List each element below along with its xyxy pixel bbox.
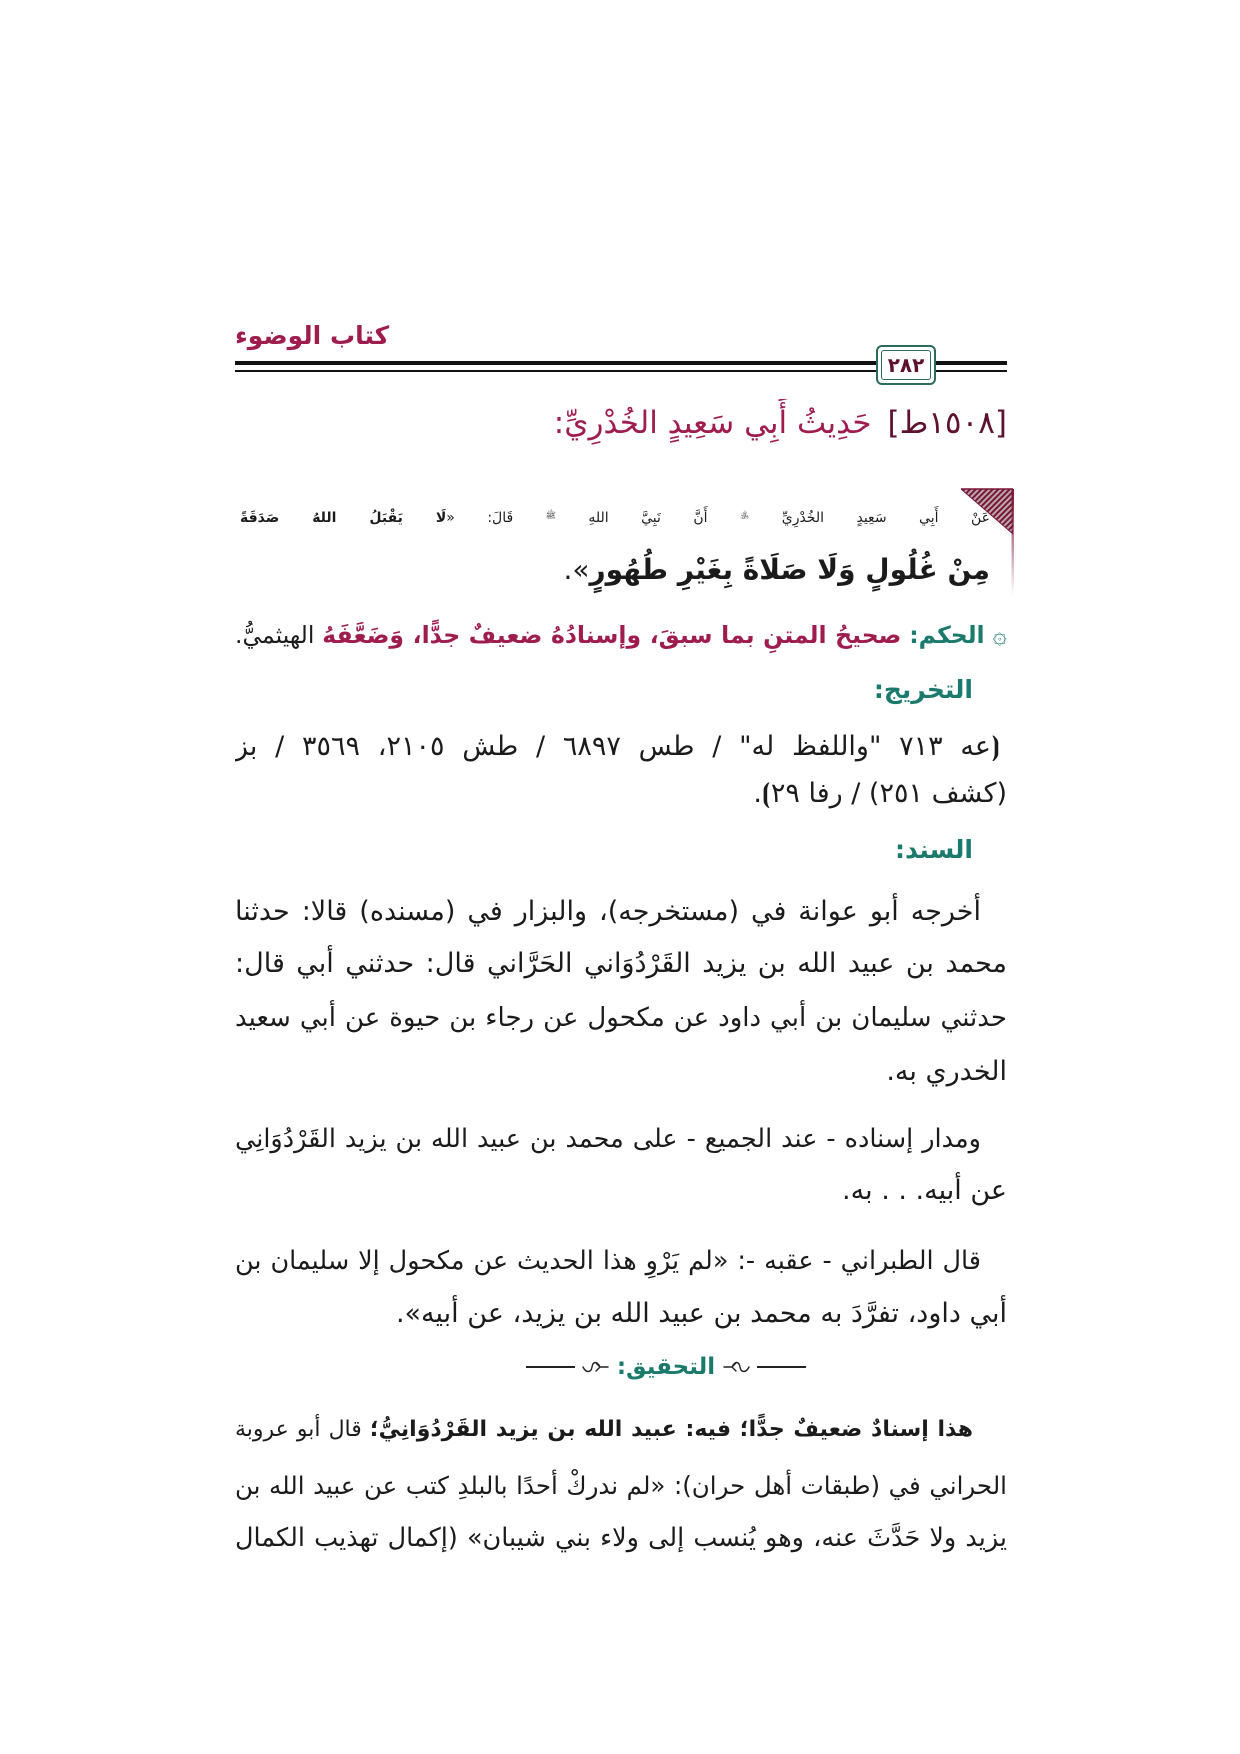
entry-title-line — [235, 399, 1007, 447]
sanad-paragraph-2-line-2: عن أبيه. . . به. — [842, 1175, 1007, 1206]
tahqiq-heading: التحقيق: — [616, 1354, 716, 1380]
tahqiq-lead-verdict: هذا إسنادٌ ضعيفٌ جدًّا؛ فيه: عبيد الله بن يزيد القَرْدُوَانِيُّ؛ — [369, 1417, 973, 1442]
sanad-paragraph-1-line-3: حدثني سليمان بن أبي داود عن مكحول عن رجاء بن حيوة عن أبي سعيد — [235, 1003, 1007, 1033]
ruling-verdict: صحيحُ المتنِ بما سبقَ، وإسنادُهُ ضعيفٌ جدًّا، وَضَعَّفَهُ — [322, 621, 902, 649]
flourish-right-icon — [723, 1359, 753, 1375]
ruling-label: الحكم: — [909, 621, 985, 649]
ruling-line — [235, 611, 1007, 659]
takhrij-heading: التخريج: — [873, 675, 973, 704]
hadith-line-1 — [240, 494, 990, 542]
takhrij-line-2: (كشف ٢٥١) / رفا ٢٩⦘. — [753, 778, 1007, 809]
sanad-paragraph-3-line-1: قال الطبراني - عقبه -: «لم يَرْوِ هذا الحديث عن مكحول إلا سليمان بن — [235, 1246, 981, 1276]
rub-el-hizb-ornament-icon: ۞ — [992, 620, 1007, 649]
hadith-matn-part-2: مِنْ غُلُولٍ وَلَا صَلَاةً بِغَيْرِ طُهُورٍ — [589, 553, 990, 586]
page-number-frame — [876, 345, 936, 385]
hadith-matn-part-1: لَا يَقْبَلُ اللهُ صَدَقَةً — [240, 510, 447, 526]
sanad-heading: السند: — [894, 835, 973, 864]
flourish-left-icon — [579, 1359, 609, 1375]
sanad-paragraph-1-line-1: أخرجه أبو عوانة في (مستخرجه)، والبزار في (مسنده) قالا: حدثنا — [235, 896, 981, 927]
entry-number: [١٥٠٨ط] — [887, 405, 1007, 441]
sanad-paragraph-1-line-4: الخدري به. — [886, 1056, 1007, 1087]
tahqiq-line-3: يزيد ولا حَدَّثَ عنه، وهو يُنسب إلى ولاء بني شيبان» (إكمال تهذيب الكمال — [235, 1523, 1007, 1553]
radi-allahu-anhu-honorific: ﵁ — [740, 510, 750, 521]
tahqiq-line-2: الحراني في (طبقات أهل حران): «لم ندركْ أحدًا بالبلدِ كتب عن عبيد الله بن — [235, 1471, 1007, 1500]
hadith-narrator: عَنْ أَبِي سَعِيدٍ الخُدْرِيِّ — [781, 510, 990, 526]
hadith-close-quote: ». — [563, 553, 590, 586]
hadith-intro: أَنَّ نَبِيَّ اللهِ — [588, 510, 708, 526]
tahqiq-line-1 — [235, 1406, 973, 1454]
tahqiq-divider — [526, 1351, 806, 1383]
salla-allahu-alayhi-honorific: ﷺ — [545, 510, 556, 521]
ruling-authority: الهيثميُّ. — [235, 621, 315, 649]
entry-title: حَدِيثُ أَبِي سَعِيدٍ الخُدْرِيِّ: — [553, 405, 872, 441]
hadith-line-2 — [240, 546, 990, 594]
divider-rule-right — [757, 1366, 806, 1368]
sanad-paragraph-2-line-1: ومدار إسناده - عند الجميع - على محمد بن عبيد الله بن يزيد القَرْدُوَانِي — [235, 1124, 981, 1154]
sanad-paragraph-1-line-2: محمد بن عبيد الله بن يزيد القَرْدُوَاني الحَرَّاني قال: حدثني أبي قال: — [235, 948, 1007, 979]
hadith-said: قَالَ: « — [446, 510, 514, 526]
tahqiq-lead-rest: قال أبو عروبة — [235, 1417, 362, 1442]
sanad-paragraph-3-line-2: أبي داود، تفرَّدَ به محمد بن عبيد الله بن يزيد، عن أبيه». — [395, 1298, 1007, 1329]
takhrij-line-1: ⦗عه ٧١٣ "واللفظ له" / طس ٦٨٩٧ / طش ٢١٠٥، ٣٥٦٩ / بز — [235, 731, 1000, 762]
page-number: ٢٨٢ — [887, 353, 925, 377]
running-header-book-title: كتاب الوضوء — [235, 321, 390, 350]
divider-rule-left — [526, 1366, 575, 1368]
